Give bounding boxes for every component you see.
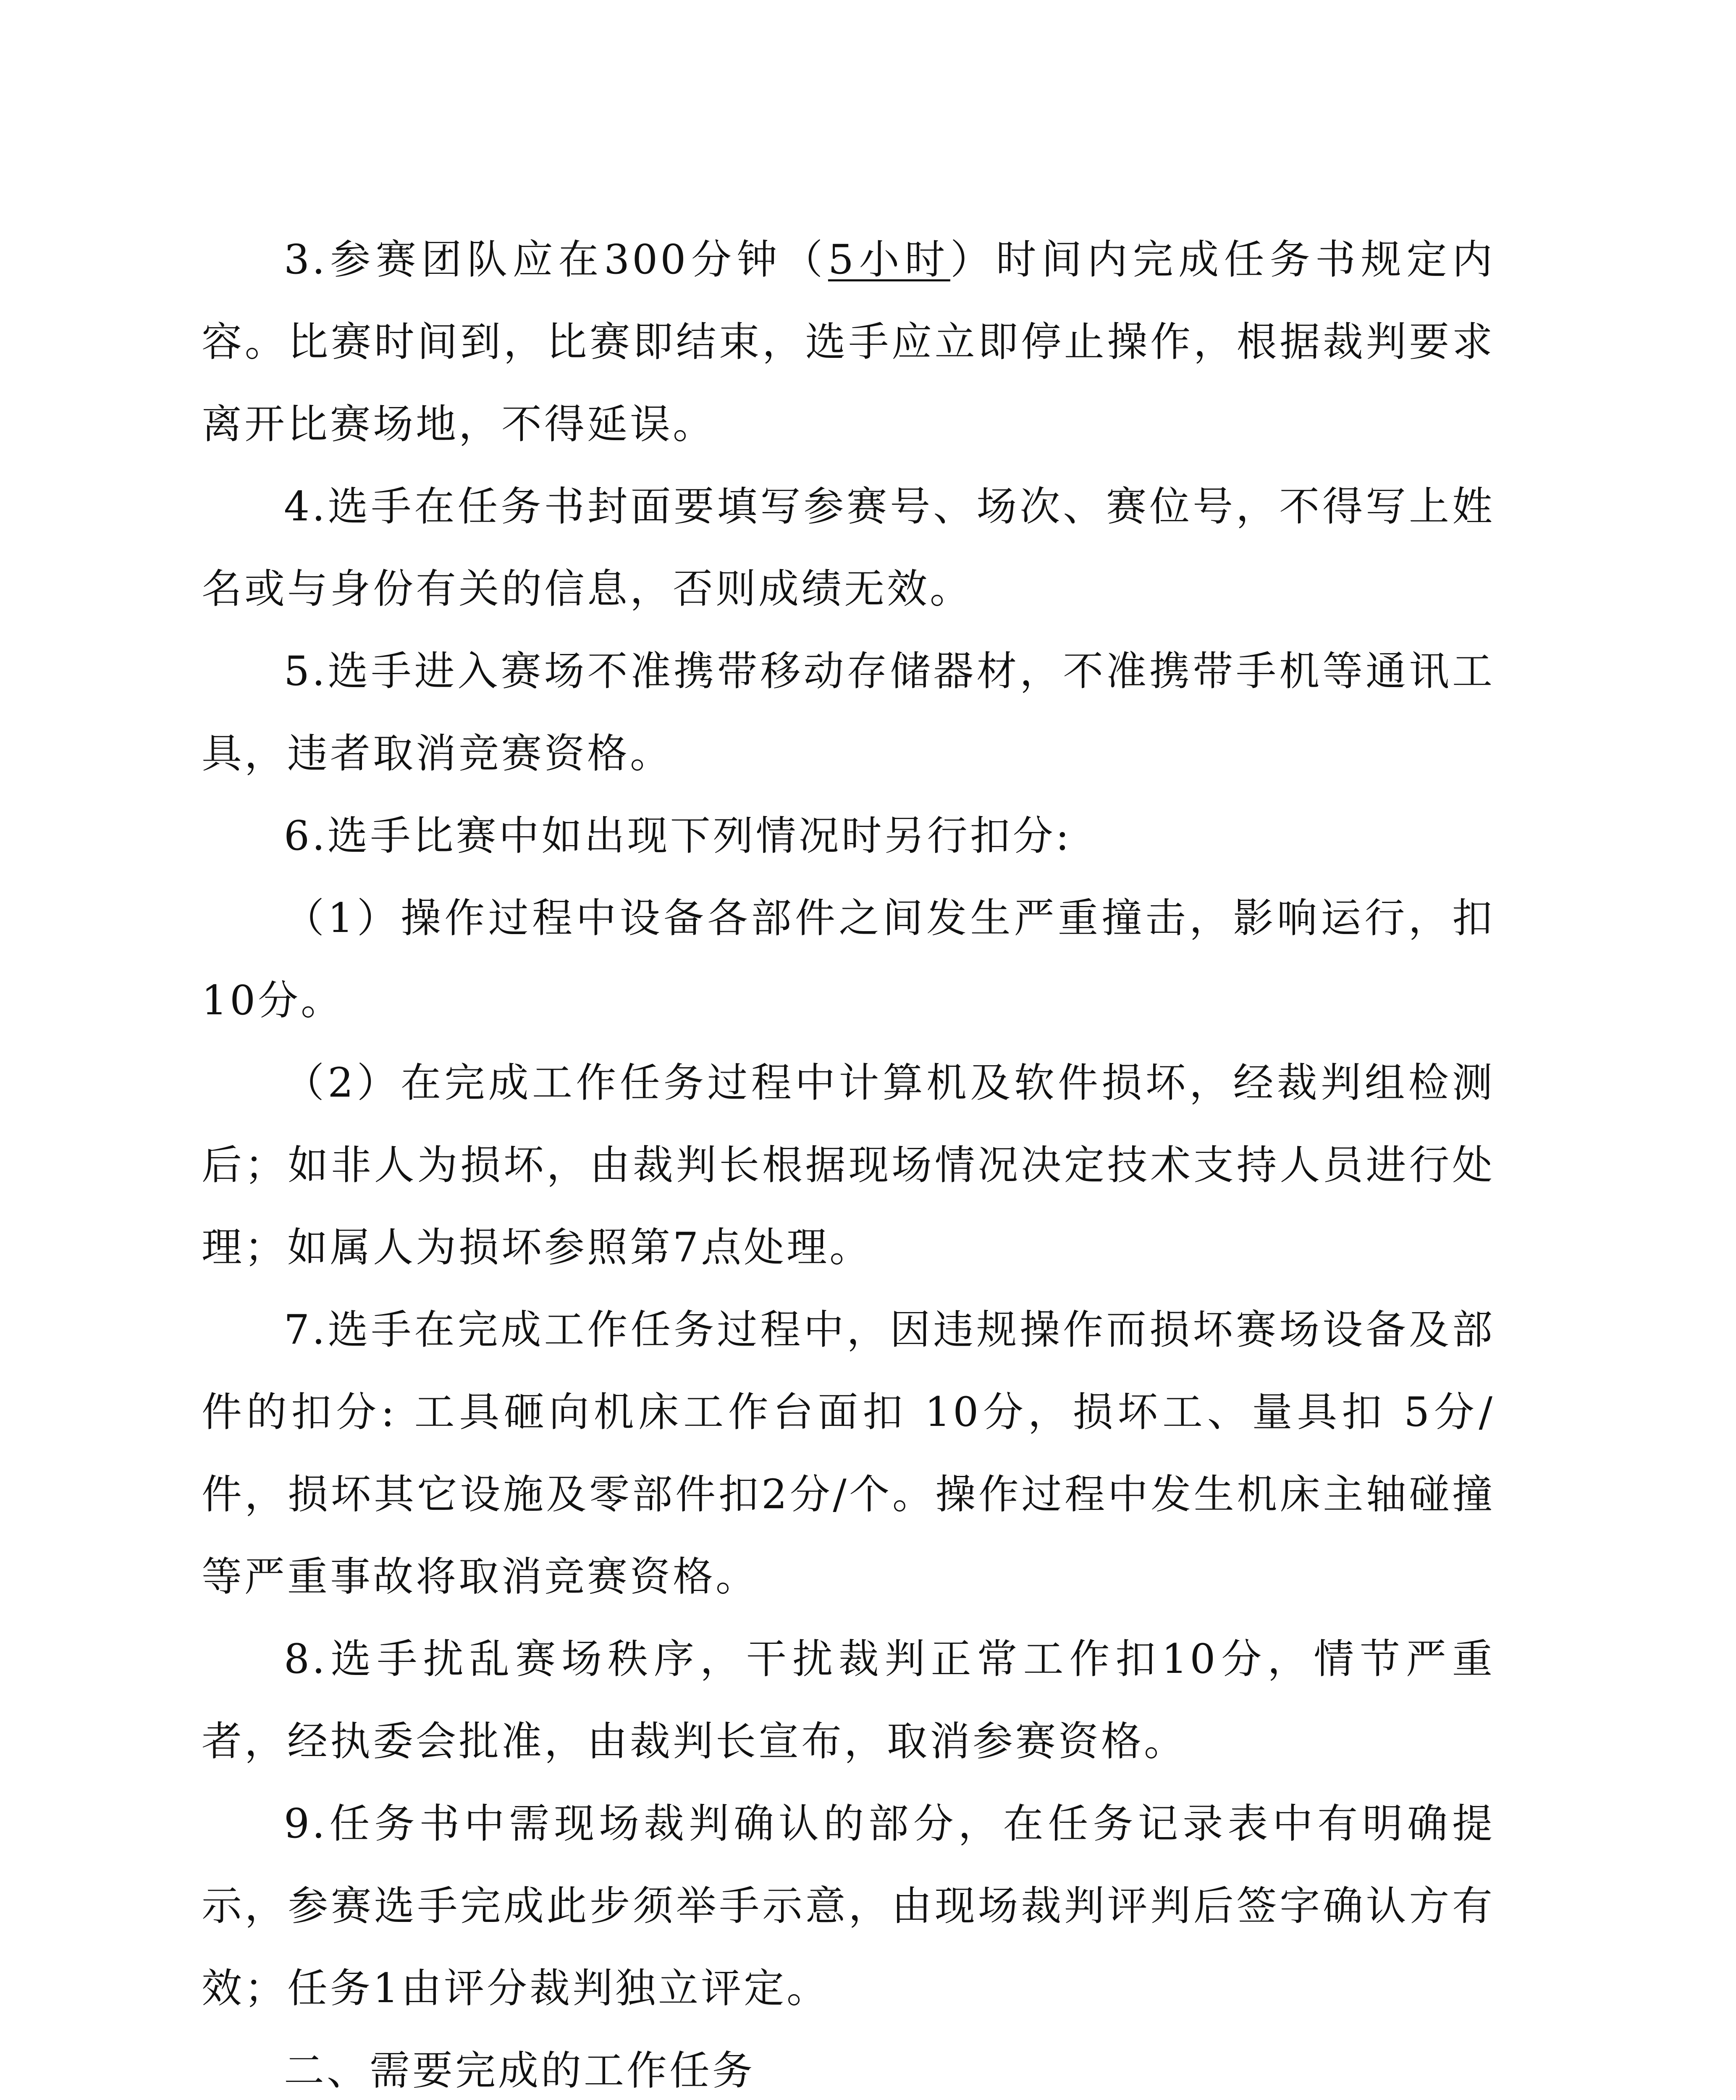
document-body	[202, 218, 1495, 2100]
paragraph-rule-7: 7.选手在完成工作任务过程中，因违规操作而损坏赛场设备及部件的扣分: 工具砸向机床工作台面扣 10分，损坏工、量具扣 5分/件，损坏其它设施及零部件扣2分/个。操作过程中发生机床主轴碰撞等严重事故将取消竞赛资格。	[202, 1306, 1495, 1600]
rule-3-text-before: 3.参赛团队应在300分钟（	[284, 236, 828, 283]
rule-3-text-after: ）时间内完成任务书规定内容。比赛时间到，比赛即结束，选手应立即停止操作，根据裁判要求离开比赛场地，不得延误。	[202, 236, 1495, 448]
paragraph-rule-5: 5.选手进入赛场不准携带移动存储器材，不准携带手机等通讯工具，违者取消竞赛资格。	[202, 648, 1495, 777]
rule-3-underlined-duration: 5小时	[828, 236, 950, 283]
paragraph-rule-6-item-1: （1）操作过程中设备各部件之间发生严重撞击，影响运行，扣 10分。	[202, 895, 1495, 1024]
paragraph-rule-4: 4.选手在任务书封面要填写参赛号、场次、赛位号，不得写上姓名或与身份有关的信息，否则成绩无效。	[202, 483, 1495, 612]
paragraph-rule-3	[202, 218, 1495, 465]
paragraph-rule-9: 9.任务书中需现场裁判确认的部分，在任务记录表中有明确提示，参赛选手完成此步须举手示意，由现场裁判评判后签字确认方有效；任务1由评分裁判独立评定。	[202, 1800, 1495, 2012]
paragraph-rule-6-item-2: （2）在完成工作任务过程中计算机及软件损坏，经裁判组检测后；如非人为损坏，由裁判长根据现场情况决定技术支持人员进行处理；如属人为损坏参照第7点处理。	[202, 1059, 1495, 1271]
paragraph-rule-6: 6.选手比赛中如出现下列情况时另行扣分:	[284, 812, 1072, 859]
paragraph-rule-8: 8.选手扰乱赛场秩序，干扰裁判正常工作扣10分，情节严重者，经执委会批准，由裁判长宣布，取消参赛资格。	[202, 1635, 1495, 1765]
section-heading: 二、需要完成的工作任务	[284, 2047, 755, 2094]
